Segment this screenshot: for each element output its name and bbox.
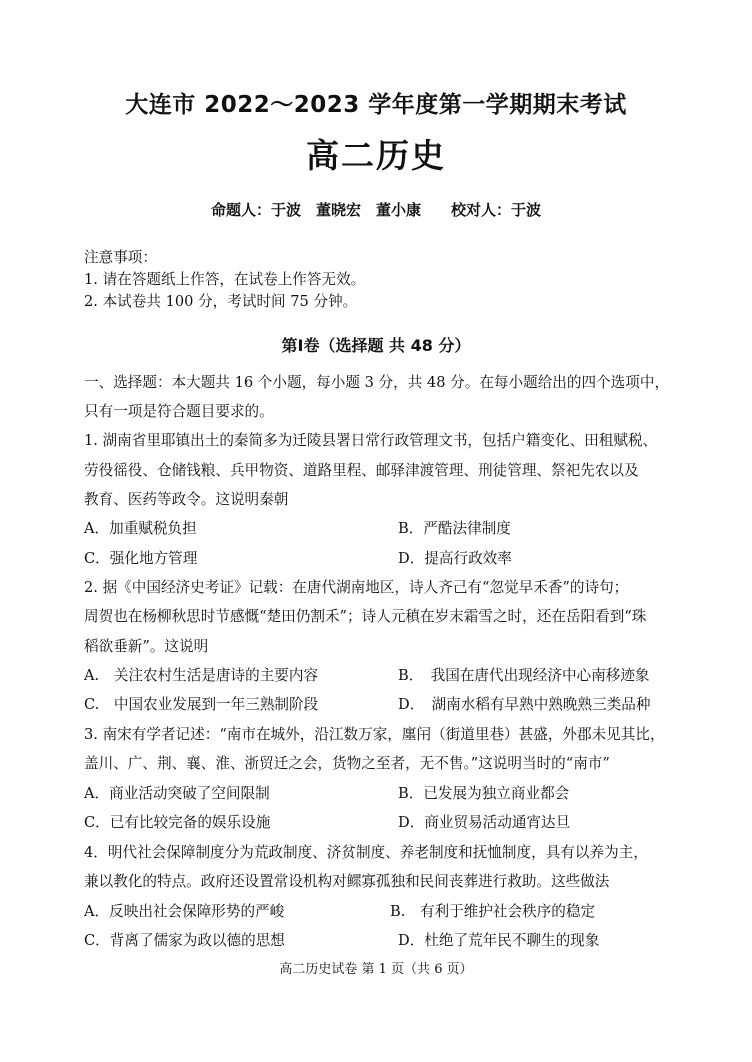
question-4-option-a: A．反映出社会保障形势的严峻 bbox=[84, 903, 285, 920]
question-1-stem: 1. 湖南省里耶镇出土的秦简多为迁陵县署日常行政管理文书，包括户籍变化、田租赋税、 bbox=[84, 432, 658, 449]
section-instruction: 一、选择题：本大题共 16 个小题，每小题 3 分，共 48 分。在每小题给出的四个选项中， bbox=[84, 374, 670, 391]
question-4-option-b: B. 有利于维护社会秩序的稳定 bbox=[390, 903, 596, 920]
question-2-option-c: C. 中国农业发展到一年三熟制阶段 bbox=[84, 696, 319, 713]
notice-item: 2. 本试卷共 100 分，考试时间 75 分钟。 bbox=[84, 293, 358, 310]
section-heading: 第Ⅰ卷（选择题 共 48 分） bbox=[281, 336, 471, 355]
question-2-option-b: B． 我国在唐代出现经济中心南移迹象 bbox=[398, 667, 650, 684]
question-3-option-a: A．商业活动突破了空间限制 bbox=[84, 785, 270, 802]
question-3-option-b: B．已发展为独立商业都会 bbox=[398, 785, 570, 802]
question-4-option-c: C．背离了儒家为政以德的思想 bbox=[84, 932, 285, 949]
question-4-stem: 兼以教化的特点。政府还设置常设机构对鳏寡孤独和民间丧葬进行救助。这些做法 bbox=[84, 873, 610, 890]
question-4-option-d: D．杜绝了荒年民不聊生的现象 bbox=[398, 932, 600, 949]
question-4-stem: 4．明代社会保障制度分为荒政制度、济贫制度、养老制度和抚恤制度，具有以养为主， bbox=[84, 844, 648, 861]
question-1-option-c: C．强化地方管理 bbox=[84, 550, 198, 567]
question-1-stem: 劳役徭役、仓储钱粮、兵甲物资、道路里程、邮驿津渡管理、刑徒管理、祭祀先农以及 bbox=[84, 462, 639, 479]
question-1-option-d: D．提高行政效率 bbox=[398, 550, 512, 567]
question-1-stem: 教育、医药等政令。这说明秦朝 bbox=[84, 491, 289, 508]
question-1-option-a: A．加重赋税负担 bbox=[84, 520, 197, 537]
question-3-option-d: D．商业贸易活动通宵达旦 bbox=[398, 814, 571, 831]
question-2-stem: 周贺也在杨柳秋思时节感慨“楚田仍割禾”；诗人元稹在岁末霜雪之时，还在岳阳看到“珠 bbox=[84, 608, 647, 625]
question-1-option-b: B．严酷法律制度 bbox=[398, 520, 511, 537]
section-instruction: 只有一项是符合题目要求的。 bbox=[84, 403, 274, 420]
question-3-stem: 盖川、广、荆、襄、淮、浙贸迁之会，货物之至者，无不售。”这说明当时的“南市” bbox=[84, 755, 610, 772]
subject-title: 高二历史 bbox=[306, 136, 446, 175]
question-2-stem: 2. 据《中国经济史考证》记载：在唐代湖南地区，诗人齐己有“忽觉早禾香”的诗句； bbox=[84, 579, 629, 596]
question-3-option-c: C．已有比较完备的娱乐设施 bbox=[84, 814, 271, 831]
question-3-stem: 3. 南宋有学者记述：“南市在城外，沿江数万家，廛闬（街道里巷）甚盛，外郡未见其比， bbox=[84, 726, 665, 743]
notice-item: 1. 请在答题纸上作答，在试卷上作答无效。 bbox=[84, 271, 366, 288]
page-footer: 高二历史试卷 第 1 页（共 6 页） bbox=[279, 962, 473, 977]
exam-title: 大连市 2022～2023 学年度第一学期期末考试 bbox=[125, 92, 627, 118]
question-2-option-a: A. 关注农村生活是唐诗的主要内容 bbox=[84, 667, 319, 684]
question-2-option-d: D． 湖南水稻有早熟中熟晚熟三类品种 bbox=[398, 696, 651, 713]
author-line: 命题人：于波 董晓宏 董小康 校对人：于波 bbox=[210, 201, 541, 219]
question-2-stem: 稻欲垂新”。这说明 bbox=[84, 638, 209, 655]
notice-heading: 注意事项： bbox=[84, 249, 157, 266]
